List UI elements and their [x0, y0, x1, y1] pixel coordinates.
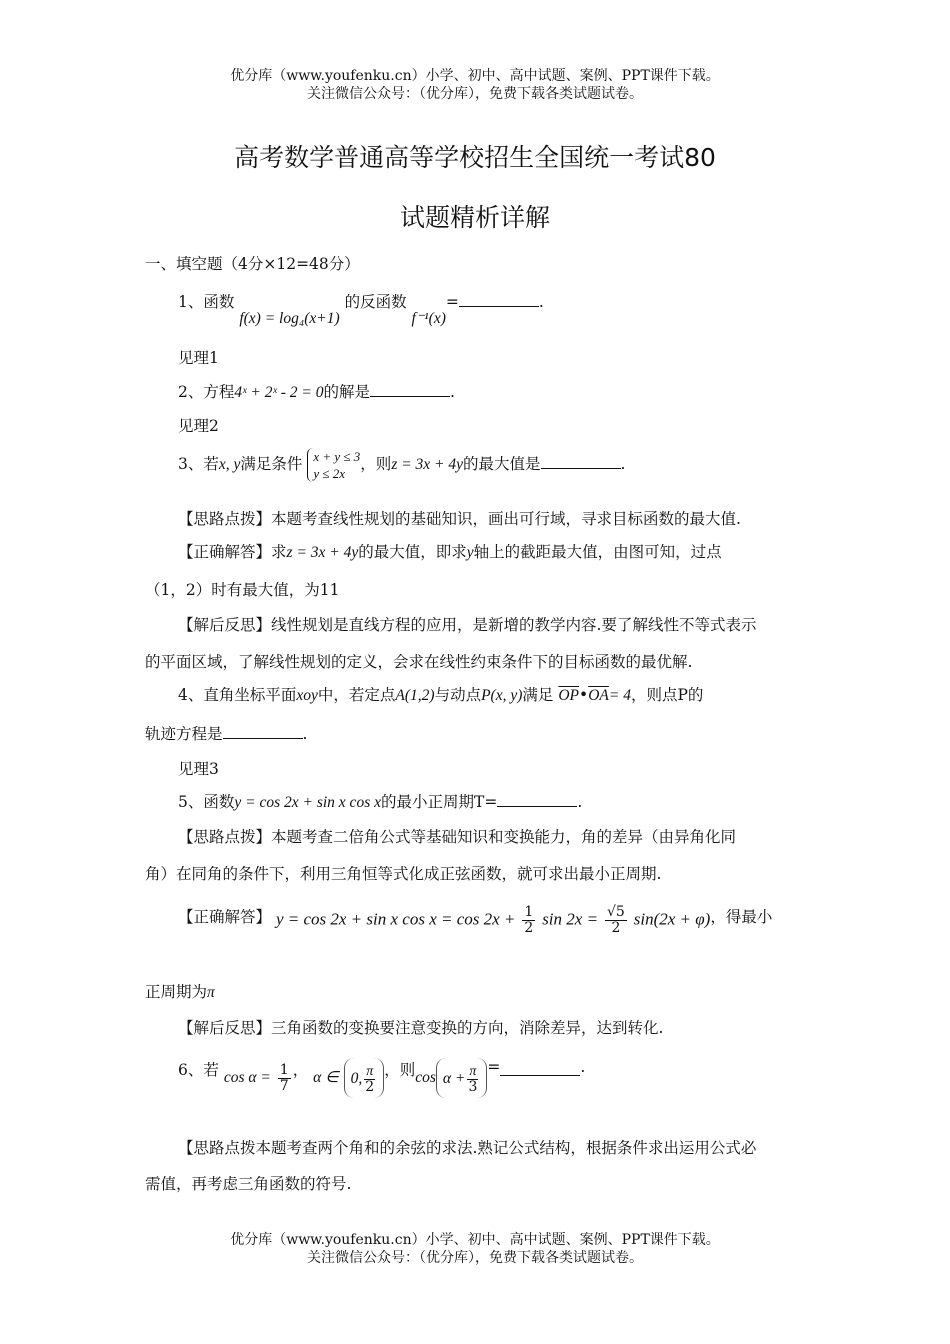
answer-blank [541, 467, 621, 469]
fraction-one-half: $\frac{1}{2}$ [524, 904, 534, 936]
q3-constraint-system: x + y ≤ 3 y ≤ 2x [307, 448, 360, 482]
page-header-line2: 关注微信公众号：（优分库），免费下载各类试题试卷。 [307, 86, 643, 102]
q6-hint: 【思路点拨本题考查两个角和的余弦的求法.熟记公式结构，根据条件求出运用公式必 [178, 1139, 757, 1157]
q1-inverse: f⁻¹(x) [411, 310, 446, 327]
q2-formula: 4ˣ + 2ˣ - 2 = 0 [234, 384, 324, 401]
q5-answer-line2: 正周期为π [145, 983, 215, 1001]
see-note-1: 见理1 [178, 349, 219, 367]
document-title-line2: 试题精析详解 [399, 203, 550, 232]
answer-blank [223, 737, 303, 739]
question-6: 6、若 cos α = $\frac{1}{7}$ ， α ∈ 0, $\frac{\pi}{2}$ ，则cos α + $\frac{\pi}{3}$ = . [178, 1058, 585, 1098]
vector-op: $\overline{OP}$ [558, 687, 580, 704]
document-title-line1: 高考数学普通高等学校招生全国统一考试80 [234, 143, 716, 172]
fraction-one-seventh: $\frac{1}{7}$ [279, 1061, 289, 1094]
question-5: 5、函数y = cos 2x + sin x cos x的最小正周期T= . [178, 793, 583, 811]
vector-oa: $\overline{OA}$ [588, 687, 609, 704]
answer-blank [459, 305, 539, 307]
section-heading: 一、填空题（4分×12=48分） [145, 255, 360, 273]
page-header-line1: 优分库（www.youfenku.cn）小学、初中、高中试题、案例、PPT课件下载。 [230, 68, 720, 84]
q5-answer: 【正确解答】 y = cos 2x + sin x cos x = cos 2x + $\frac{1}{2}$ sin 2x = $\frac{√5}{2}$ sin(2x + φ)，得最小 [178, 904, 773, 936]
q1-formula: f(x) = log₄(x+1) [239, 310, 340, 327]
question-4-line2: 轨迹方程是 . [145, 725, 308, 743]
page-footer-line1: 优分库（www.youfenku.cn）小学、初中、高中试题、案例、PPT课件下载。 [230, 1232, 720, 1248]
q6-hint-line2: 需值，再考虑三角函数的符号. [145, 1175, 352, 1193]
q3-answer: 【正确解答】求z = 3x + 4y的最大值，即求y轴上的截距最大值，由图可知，过点 [178, 543, 722, 561]
question-3: 3、若x, y满足条件 x + y ≤ 3 y ≤ 2x，则z = 3x + 4y的最大值是 . [178, 449, 626, 481]
page-footer-line2: 关注微信公众号：（优分库），免费下载各类试题试卷。 [307, 1250, 643, 1266]
see-note-3: 见理3 [178, 760, 219, 778]
q3-answer-line2: （1，2）时有最大值，为11 [145, 581, 340, 599]
q5-hint-line2: 角）在同角的条件下，利用三角恒等式化成正弦函数，就可求出最小正周期. [145, 865, 662, 883]
q3-reflect: 【解后反思】线性规划是直线方程的应用，是新增的教学内容.要了解线性不等式表示 [178, 616, 757, 634]
q3-hint: 【思路点拨】本题考查线性规划的基础知识，画出可行域，寻求目标函数的最大值. [178, 510, 741, 528]
answer-blank [370, 395, 450, 397]
question-1: 1、函数 f(x) = log₄(x+1) 的反函数 f⁻¹(x)= . [178, 293, 544, 327]
answer-blank [500, 1074, 580, 1076]
q5-hint: 【思路点拨】本题考查二倍角公式等基础知识和变换能力，角的差异（由异角化同 [178, 828, 737, 846]
q5-reflect: 【解后反思】三角函数的变换要注意变换的方向，消除差异，达到转化. [178, 1019, 664, 1037]
q3-reflect-line2: 的平面区域，了解线性规划的定义，会求在线性约束条件下的目标函数的最优解. [145, 653, 693, 671]
interval-zero-half-pi: 0, $\frac{\pi}{2}$ [344, 1058, 385, 1098]
question-4: 4、直角坐标平面xoy中，若定点A(1,2)与动点P(x, y)满足 $\overline{OP}•\overline{OA}= 4$，则点P的 [178, 686, 704, 704]
fraction-root5-over-2: $\frac{√5}{2}$ [606, 904, 625, 936]
angle-alpha-plus-third-pi: α + $\frac{\pi}{3}$ [436, 1058, 488, 1098]
question-2: 2、方程4ˣ + 2ˣ - 2 = 0的解是 . [178, 383, 455, 401]
answer-blank [497, 805, 577, 807]
see-note-2: 见理2 [178, 417, 219, 435]
